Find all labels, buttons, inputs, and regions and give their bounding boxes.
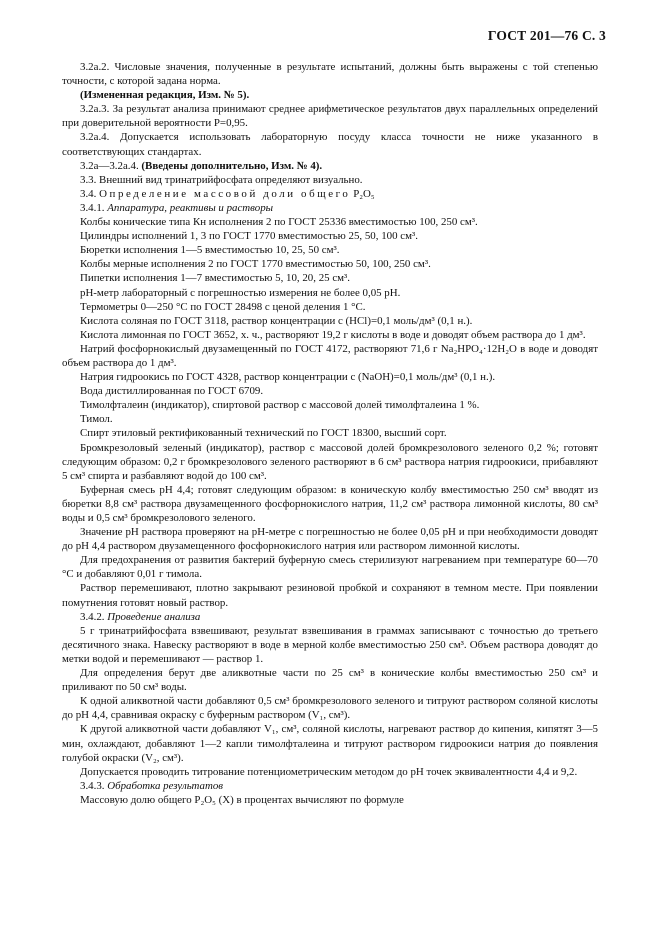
paragraph-potentiometric: Допускается проводить титрование потенциометрическим методом до pH точек эквивалентности 4,4 и 9,2. — [80, 765, 578, 778]
document-body — [62, 60, 598, 807]
paragraph-formula-intro: Массовую долю общего P₂O₅ (X) в процентах вычисляют по формуле — [80, 793, 404, 806]
paragraph-titration-1: К одной аликвотной части добавляют 0,5 см³ бромкрезолового зеленого и титруют раствором соляной кислоты до pH 4,4, сравнивая окраску с буферным раствором (V₁, см³). — [62, 695, 598, 722]
paragraph-3-3: 3.3. Внешний вид тринатрийфосфата определяют визуально. — [80, 173, 363, 186]
paragraph-ph-check: Значение pH раствора проверяют на pH-метре с погрешностью не более 0,05 pH и при необходимости доводят до pH 4,4 раствором двузамещенного фосфорнокислого натрия или раствором лимонной кислоты. — [62, 526, 598, 553]
item-thymol: Тимол. — [80, 413, 113, 426]
item-pipettes: Пипетки исполнения 1—7 вместимостью 5, 10, 20, 25 см³. — [80, 272, 351, 285]
amendment-note-4 — [62, 159, 598, 173]
amendment-text: (Введены дополнительно, Изм. № 4). — [141, 159, 323, 172]
subsection-number: 3.4.1. — [80, 201, 105, 214]
paragraph-aliquot: Для определения берут две аликвотные части по 25 см³ в конические колбы вместимостью 250 см³ и приливают по 50 см³ воды. — [62, 667, 598, 694]
paragraph-weighing: 5 г тринатрийфосфата взвешивают, результат взвешивания в граммах записывают с точностью до третьего десятичного знака. Навеску растворяют в воде в мерной колбе вместимостью 250 см³. Объем раствора доводят до метки водой и перемешивают — раствор 1. — [62, 624, 598, 665]
paragraph-3-2a-4: 3.2a.4. Допускается использовать лабораторную посуду класса точности не ниже указанного в соответствующих стандартах. — [62, 131, 598, 158]
subsection-number: 3.4.2. — [80, 610, 105, 623]
item-sodium-phosphate: Натрий фосфорнокислый двузамещенный по ГОСТ 4172, растворяют 71,6 г Na₂HPO₄·12H₂O в воде и доводят объем раствора до 1 дм³. — [62, 342, 598, 369]
section-3-4-heading — [62, 187, 598, 201]
item-ethanol: Спирт этиловый ректификованный технический по ГОСТ 18300, высший сорт. — [80, 427, 447, 440]
item-volumetric-flasks: Колбы мерные исполнения 2 по ГОСТ 1770 вместимостью 50, 100, 250 см³. — [80, 258, 431, 271]
paragraph-3-2a-3: 3.2a.3. За результат анализа принимают среднее арифметическое результатов двух параллельных определений при доверительной вероятности P=0,95. — [62, 103, 598, 130]
item-ph-meter: pH-метр лабораторный с погрешностью измерения не более 0,05 pH. — [80, 286, 401, 299]
subsection-3-4-2-heading — [62, 610, 598, 624]
item-burettes: Бюретки исполнения 1—5 вместимостью 10, 25, 50 см³. — [80, 244, 340, 257]
subsection-3-4-1-heading — [62, 201, 598, 215]
item-thermometers: Термометры 0—250 °С по ГОСТ 28498 с ценой деления 1 °С. — [80, 300, 366, 313]
item-bromcresol-green: Бромкрезоловый зеленый (индикатор), раствор с массовой долей бромкрезолового зеленого 0,2 %; готовят следующим образом: 0,2 г бромкрезолового зеленого растворяют в 6 см³ раствора натрия гидроокиси, прибавляют 5 см³ спирта и разбавляют водой до 100 см³. — [62, 441, 598, 482]
subsection-3-4-3-heading — [62, 779, 598, 793]
item-sodium-hydroxide: Натрия гидроокись по ГОСТ 4328, раствор концентрации c (NaOH)=0,1 моль/дм³ (0,1 н.). — [80, 371, 496, 384]
paragraph-storage: Раствор перемешивают, плотно закрывают резиновой пробкой и сохраняют в темном месте. При появлении помутнения готовят новый раствор. — [62, 582, 598, 609]
item-thymolphthalein: Тимолфталеин (индикатор), спиртовой раствор с массовой долей тимолфталеина 1 %. — [80, 399, 480, 412]
amendment-range: 3.2a—3.2a.4. — [80, 159, 139, 172]
paragraph-sterilization: Для предохранения от развития бактерий буферную смесь стерилизуют нагреванием при температуре 60—70 °С и добавляют 0,01 г тимола. — [62, 554, 598, 581]
item-buffer-mixture: Буферная смесь pH 4,4; готовят следующим образом: в коническую колбу вместимостью 250 см³ вводят из бюретки 8,8 см³ раствора двузамещенного фосфорнокислого натрия, 11,2 см³ раствора лимонной кислоты, 80 см³ воды и 0,5 см³ бромкрезолового зеленого. — [62, 483, 598, 524]
item-hydrochloric-acid: Кислота соляная по ГОСТ 3118, раствор концентрации c (HCl)=0,1 моль/дм³ (0,1 н.). — [80, 314, 473, 327]
amendment-note-5: (Измененная редакция, Изм. № 5). — [80, 89, 250, 102]
subsection-number: 3.4.3. — [80, 779, 105, 792]
subsection-title: Аппаратура, реактивы и растворы — [107, 201, 274, 214]
item-citric-acid: Кислота лимонная по ГОСТ 3652, х. ч., растворяют 19,2 г кислоты в воде и доводят объем раствора до 1 дм³. — [80, 328, 586, 341]
section-title: Определение массовой доли общего — [99, 187, 351, 200]
section-number: 3.4. — [80, 187, 97, 200]
subsection-title: Обработка результатов — [107, 779, 224, 792]
item-cylinders: Цилиндры исполнений 1, 3 по ГОСТ 1770 вместимостью 25, 50, 100 см³. — [80, 230, 418, 243]
paragraph-3-2a-2: 3.2a.2. Числовые значения, полученные в результате испытаний, должны быть выражены с той степенью точности, с которой задана норма. — [62, 61, 598, 88]
item-distilled-water: Вода дистиллированная по ГОСТ 6709. — [80, 385, 264, 398]
item-flasks: Колбы конические типа Кн исполнения 2 по ГОСТ 25336 вместимостью 100, 250 см³. — [80, 216, 478, 229]
section-formula: P₂O₅ — [353, 187, 375, 200]
page-header: ГОСТ 201—76 С. 3 — [487, 28, 606, 43]
paragraph-titration-2: К другой аликвотной части добавляют V₁, см³, соляной кислоты, нагревают раствор до кипения, кипятят 3—5 мин, охлаждают, добавляют 1—2 капли тимолфталеина и титруют раствором гидроокиси натрия до появления голубой окраски (V₂, см³). — [62, 723, 598, 764]
subsection-title: Проведение анализа — [107, 610, 201, 623]
